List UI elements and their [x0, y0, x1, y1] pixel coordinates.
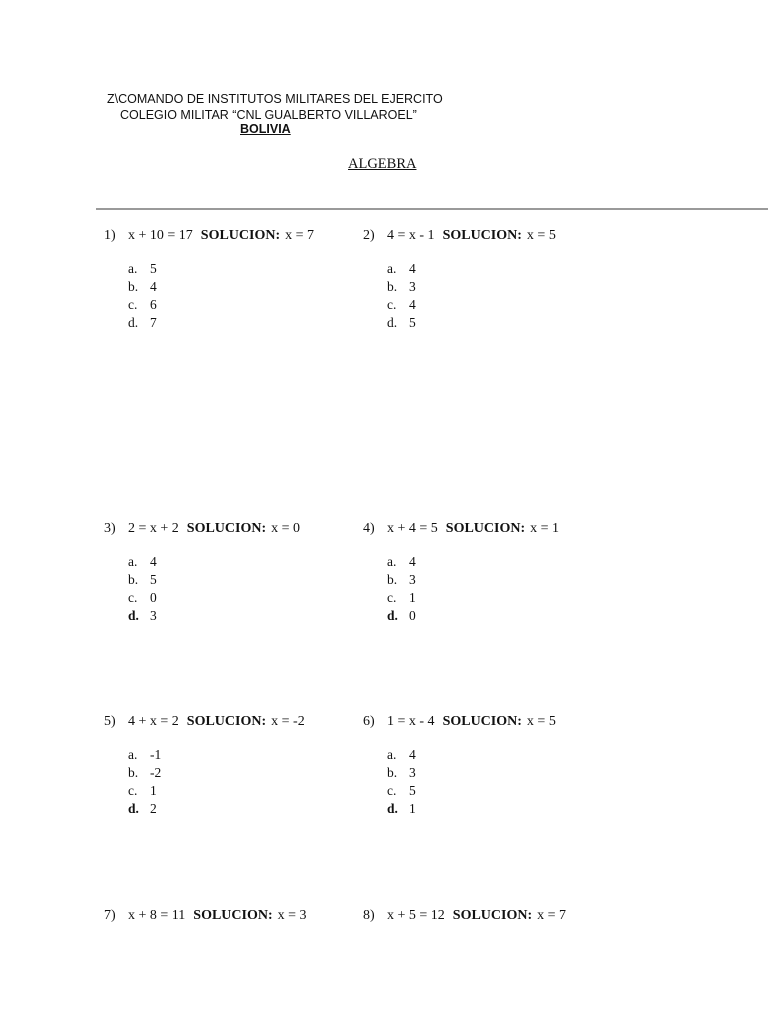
subject-title: ALGEBRA	[348, 156, 417, 172]
option-value: -2	[150, 765, 162, 780]
option-value: 4	[409, 554, 416, 569]
question-line	[104, 713, 364, 731]
option-letter: a.	[128, 261, 138, 276]
question-line	[104, 907, 364, 925]
solution-value: x = -2	[271, 714, 305, 729]
option-item	[128, 553, 157, 571]
option-item	[128, 746, 161, 764]
option-letter: a.	[387, 747, 397, 762]
solution-value: x = 0	[271, 521, 301, 536]
option-item	[387, 296, 416, 314]
option-item	[387, 314, 416, 332]
solution-value: x = 5	[526, 228, 556, 243]
options-list	[387, 553, 416, 625]
header-line-2: COLEGIO MILITAR “CNL GUALBERTO VILLAROEL”	[120, 108, 417, 122]
option-value: 5	[409, 315, 416, 330]
option-value: 4	[409, 297, 416, 312]
problem-2	[363, 227, 623, 330]
option-letter: d.	[387, 608, 398, 623]
option-value: 0	[150, 590, 157, 605]
option-value: 2	[150, 801, 157, 816]
option-item	[387, 260, 416, 278]
solution-value: x = 1	[530, 521, 560, 536]
problem-4	[363, 520, 623, 623]
question-number: 4)	[363, 521, 375, 536]
option-letter: a.	[128, 554, 138, 569]
option-letter: b.	[128, 279, 139, 294]
option-letter: c.	[128, 297, 138, 312]
option-letter: c.	[387, 783, 397, 798]
option-letter: b.	[387, 279, 398, 294]
equation: 4 = x - 1	[387, 228, 435, 243]
option-item	[128, 764, 161, 782]
option-value: 4	[150, 279, 157, 294]
equation: x + 10 = 17	[128, 228, 193, 243]
option-letter: a.	[128, 747, 138, 762]
option-item	[387, 278, 416, 296]
option-item	[128, 260, 157, 278]
option-letter: d.	[128, 315, 139, 330]
option-value: 3	[150, 608, 157, 623]
option-value: 5	[150, 572, 157, 587]
option-value: 1	[409, 590, 416, 605]
equation: x + 8 = 11	[128, 908, 186, 923]
option-value: 3	[409, 279, 416, 294]
options-list	[128, 553, 157, 625]
option-value: 0	[409, 608, 416, 623]
solution-value: x = 3	[277, 908, 307, 923]
option-letter: b.	[128, 572, 139, 587]
option-value: 3	[409, 765, 416, 780]
option-letter: c.	[387, 590, 397, 605]
solution-value: x = 7	[537, 908, 567, 923]
option-value: 1	[409, 801, 416, 816]
option-letter: c.	[128, 590, 138, 605]
solution-label: SOLUCION:	[442, 714, 522, 729]
options-list	[387, 260, 416, 332]
divider	[96, 208, 768, 210]
option-value: 3	[409, 572, 416, 587]
equation: 2 = x + 2	[128, 521, 179, 536]
options-list	[387, 746, 416, 818]
options-list	[128, 260, 157, 332]
problem-8	[363, 907, 623, 925]
header-line-1: Z\COMANDO DE INSTITUTOS MILITARES DEL EJERCITO	[107, 92, 443, 106]
option-item	[387, 764, 416, 782]
option-value: 5	[150, 261, 157, 276]
question-number: 5)	[104, 714, 116, 729]
option-item	[128, 782, 161, 800]
solution-label: SOLUCION:	[445, 521, 526, 536]
question-line	[363, 907, 623, 925]
option-item	[387, 571, 416, 589]
option-letter: d.	[387, 801, 398, 816]
option-letter: d.	[128, 801, 139, 816]
solution-label: SOLUCION:	[193, 908, 273, 923]
option-item	[387, 589, 416, 607]
option-value: 4	[409, 747, 416, 762]
option-letter: b.	[128, 765, 139, 780]
options-list	[128, 746, 161, 818]
question-line	[104, 227, 364, 245]
option-item	[128, 296, 157, 314]
solution-label: SOLUCION:	[186, 521, 267, 536]
equation: 4 + x = 2	[128, 714, 179, 729]
option-letter: a.	[387, 554, 397, 569]
option-letter: b.	[387, 572, 398, 587]
option-item	[128, 278, 157, 296]
option-item	[387, 800, 416, 818]
equation: 1 = x - 4	[387, 714, 435, 729]
option-letter: d.	[387, 315, 398, 330]
question-line	[363, 520, 623, 538]
header-country: BOLIVIA	[240, 122, 291, 136]
solution-label: SOLUCION:	[200, 228, 281, 243]
question-number: 8)	[363, 908, 375, 923]
option-value: 1	[150, 783, 157, 798]
solution-label: SOLUCION:	[186, 714, 267, 729]
problem-5	[104, 713, 364, 816]
problem-7	[104, 907, 364, 925]
option-letter: d.	[128, 608, 139, 623]
question-number: 7)	[104, 908, 116, 923]
question-number: 2)	[363, 228, 375, 243]
question-line	[363, 713, 623, 731]
option-item	[387, 553, 416, 571]
question-line	[104, 520, 364, 538]
problem-1	[104, 227, 364, 330]
solution-label: SOLUCION:	[452, 908, 533, 923]
option-item	[387, 782, 416, 800]
option-value: -1	[150, 747, 162, 762]
question-number: 3)	[104, 521, 116, 536]
equation: x + 4 = 5	[387, 521, 438, 536]
option-value: 4	[150, 554, 157, 569]
question-number: 1)	[104, 228, 116, 243]
option-value: 7	[150, 315, 157, 330]
solution-label: SOLUCION:	[442, 228, 522, 243]
problem-3	[104, 520, 364, 623]
solution-value: x = 7	[285, 228, 315, 243]
equation: x + 5 = 12	[387, 908, 445, 923]
option-item	[128, 571, 157, 589]
option-letter: c.	[128, 783, 138, 798]
option-value: 6	[150, 297, 157, 312]
option-item	[128, 589, 157, 607]
question-line	[363, 227, 623, 245]
option-value: 5	[409, 783, 416, 798]
option-letter: c.	[387, 297, 397, 312]
problem-6	[363, 713, 623, 816]
option-item	[128, 607, 157, 625]
option-letter: a.	[387, 261, 397, 276]
solution-value: x = 5	[526, 714, 556, 729]
option-value: 4	[409, 261, 416, 276]
option-item	[128, 800, 161, 818]
option-item	[387, 746, 416, 764]
option-item	[387, 607, 416, 625]
option-item	[128, 314, 157, 332]
option-letter: b.	[387, 765, 398, 780]
question-number: 6)	[363, 714, 375, 729]
